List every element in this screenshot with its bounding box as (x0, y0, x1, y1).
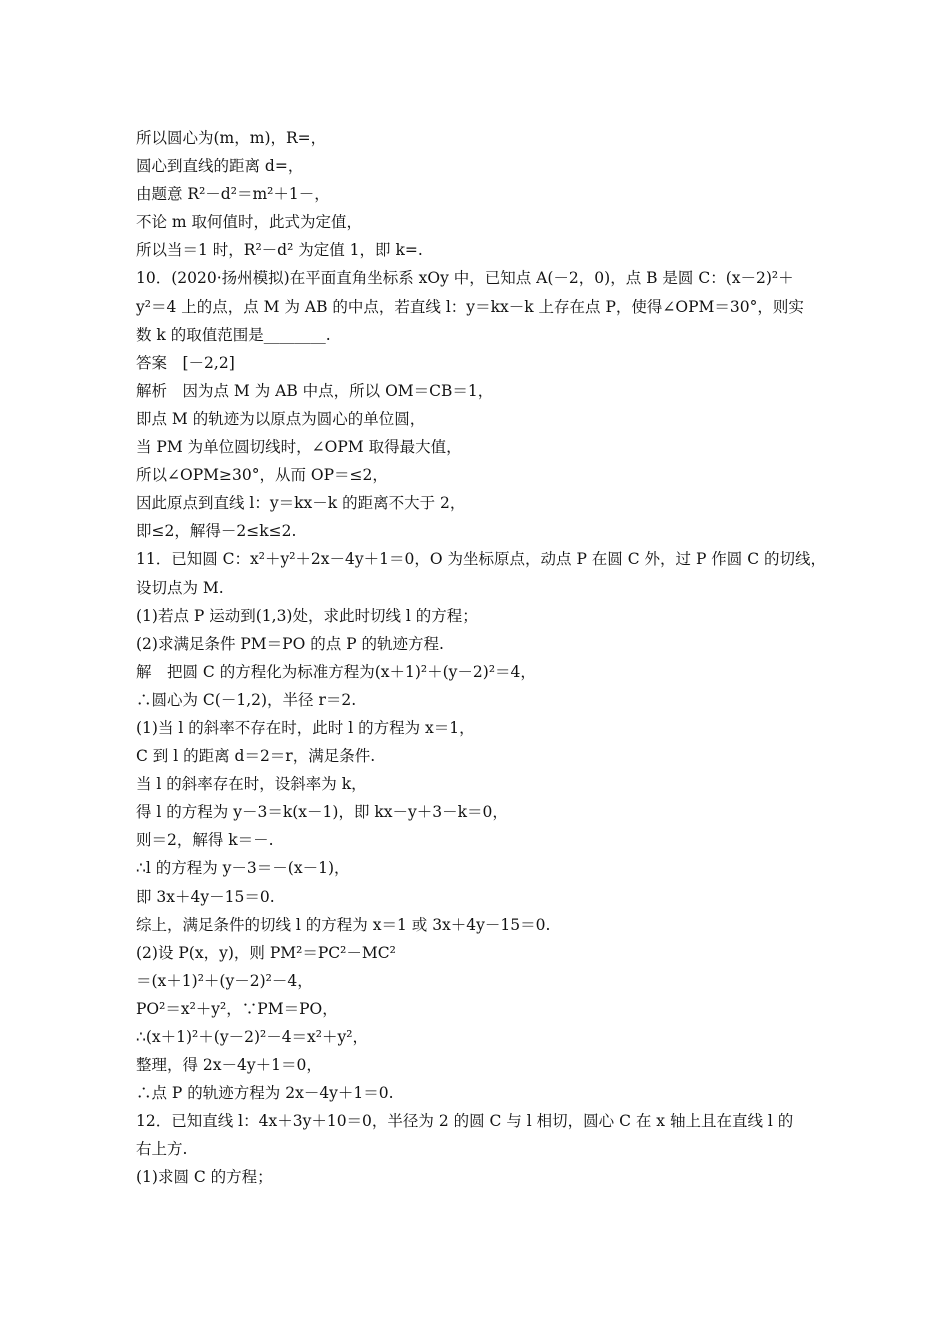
text-line: 所以∠OPM≥30°，从而 OP＝≤2， (136, 466, 388, 485)
text-line: 当 PM 为单位圆切线时，∠OPM 取得最大值， (136, 438, 462, 457)
text-line: 即≤2，解得－2≤k≤2. (136, 522, 297, 541)
text-line: (2)求满足条件 PM＝PO 的点 P 的轨迹方程. (136, 634, 444, 653)
solution-line: 解 把圆 C 的方程化为标准方程为(x＋1)²＋(y－2)²＝4， (136, 662, 536, 681)
text-line: 数 k 的取值范围是________. (136, 325, 331, 344)
text-line: (2)设 P(x，y)，则 PM²＝PC²－MC² (136, 943, 396, 962)
text-line: ∴l 的方程为 y－3＝－(x－1)， (136, 859, 350, 878)
text-line: 所以圆心为(m，m)，R=， (136, 129, 327, 147)
text-line: 因此原点到直线 l：y＝kx－k 的距离不大于 2， (136, 494, 466, 513)
text-line: 圆心到直线的距离 d=， (136, 157, 304, 176)
text-line: 则＝2，解得 k＝－. (136, 831, 274, 850)
text-line: 由题意 R²－d²＝m²＋1－， (136, 185, 330, 204)
problem-12-line: 12．已知直线 l：4x＋3y＋10＝0，半径为 2 的圆 C 与 l 相切，圆心 C 在 x 轴上且在直线 l 的 (136, 1112, 794, 1131)
text-line: 当 l 的斜率存在时，设斜率为 k， (136, 775, 367, 794)
text-line: 即点 M 的轨迹为以原点为圆心的单位圆， (136, 409, 426, 428)
text-line: 得 l 的方程为 y－3＝k(x－1)，即 kx－y＋3－k＝0， (136, 803, 508, 822)
problem-11-line: 11．已知圆 C：x²＋y²＋2x－4y＋1＝0，O 为坐标原点，动点 P 在圆 C 外，过 P 作圆 C 的切线， (136, 550, 827, 569)
analysis-line: 解析 因为点 M 为 AB 中点，所以 OM＝CB＝1， (136, 381, 494, 400)
text-line: (1)求圆 C 的方程； (136, 1168, 273, 1187)
text-line: 即 3x＋4y－15＝0. (136, 887, 275, 906)
text-line: PO²＝x²＋y²，∵PM＝PO， (136, 999, 338, 1018)
text-line: 设切点为 M. (136, 578, 224, 597)
problem-10-line: 10．(2020·扬州模拟)在平面直角坐标系 xOy 中，已知点 A(－2，0)，点 B 是圆 C：(x－2)²＋ (136, 269, 794, 288)
document-body (136, 124, 826, 1192)
text-line: 右上方. (136, 1140, 188, 1159)
text-line: 不论 m 取何值时，此式为定值， (136, 213, 363, 232)
text-line: ∴点 P 的轨迹方程为 2x－4y＋1＝0. (136, 1084, 394, 1103)
text-line: (1)若点 P 运动到(1,3)处，求此时切线 l 的方程； (136, 606, 478, 625)
text-line: 所以当＝1 时，R²－d² 为定值 1，即 k=. (136, 241, 423, 260)
text-line: 综上，满足条件的切线 l 的方程为 x＝1 或 3x＋4y－15＝0. (136, 915, 551, 934)
text-line: y²＝4 上的点，点 M 为 AB 的中点，若直线 l：y＝kx－k 上存在点 P，使得∠OPM＝30°，则实 (136, 297, 804, 316)
answer-line: 答案 [－2,2] (136, 353, 235, 372)
text-line: ∴圆心为 C(－1,2)，半径 r＝2. (136, 690, 357, 709)
text-line: ＝(x＋1)²＋(y－2)²－4， (136, 971, 313, 990)
text-line: C 到 l 的距离 d＝2＝r，满足条件. (136, 747, 376, 766)
text-line: 整理，得 2x－4y＋1＝0， (136, 1056, 322, 1075)
text-line: (1)当 l 的斜率不存在时，此时 l 的方程为 x＝1， (136, 718, 475, 737)
text-line: ∴(x＋1)²＋(y－2)²－4＝x²＋y²， (136, 1028, 368, 1046)
